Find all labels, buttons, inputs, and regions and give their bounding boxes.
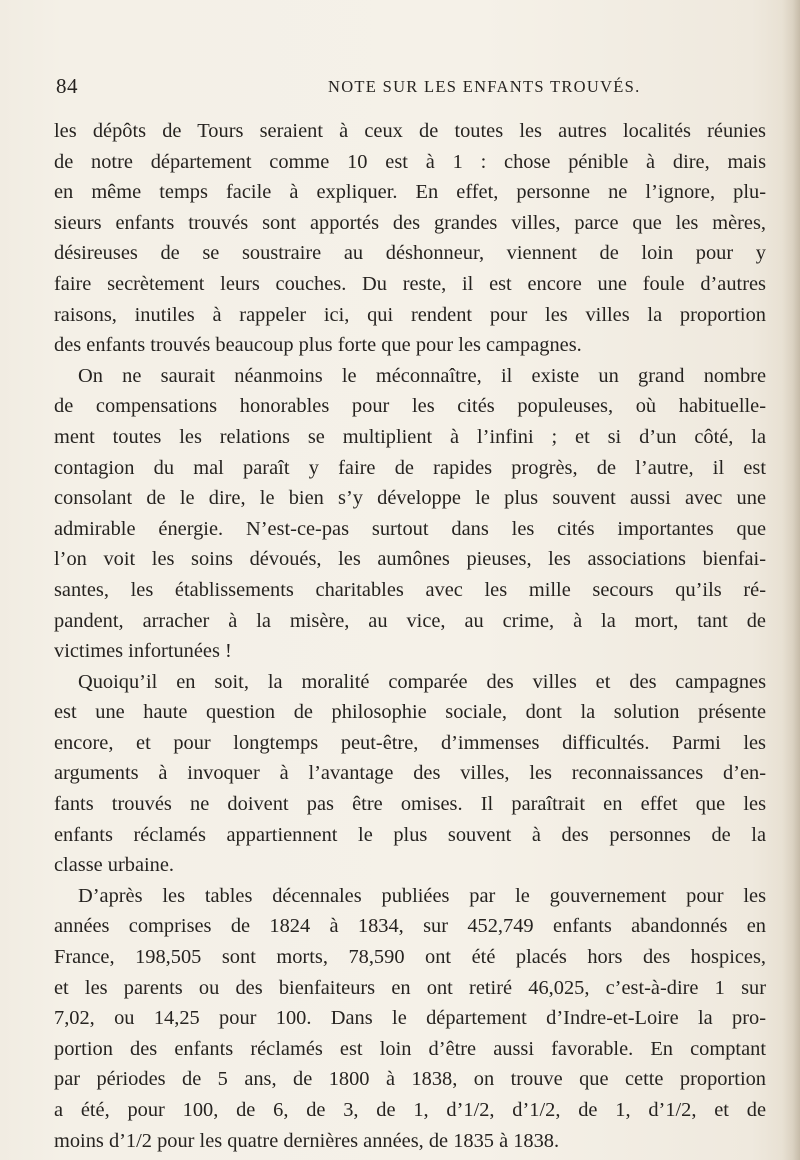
text-line: France, 198,505 sont morts, 78,590 ont été placés hors des hospices, [54,946,766,969]
text-line: pandent, arracher à la misère, au vice, au crime, à la mort, tant de [54,609,766,632]
text-line: a été, pour 100, de 6, de 3, de 1, d’1/2, d’1/2, de 1, d’1/2, et de [54,1099,766,1121]
text-line: années comprises de 1824 à 1834, sur 452,749 enfants abandonnés en [54,915,766,938]
text-line: l’on voit les soins dévoués, les aumônes pieuses, les associations bienfai- [54,548,766,571]
text-line: par périodes de 5 ans, de 1800 à 1838, on trouve que cette proportion [54,1068,766,1091]
running-head [56,74,756,98]
text-line: les dépôts de Tours seraient à ceux de toutes les autres localités réunies [54,120,766,142]
text-line: désireuses de se soustraire au déshonneur, viennent de loin pour y [54,242,766,265]
text-line: classe urbaine. [54,854,175,877]
text-line: faire secrètement leurs couches. Du reste, il est encore une foule d’autres [54,272,766,295]
text-line: et les parents ou des bienfaiteurs en ont retiré 46,025, c’est-à-dire 1 sur [54,976,766,999]
text-line: 7,02, ou 14,25 pour 100. Dans le département d’Indre-et-Loire la pro- [54,1007,766,1030]
text-line: D’après les tables décennales publiées par le gouvernement pour les [78,884,766,907]
text-line: santes, les établissements charitables avec les mille secours qu’ils ré- [54,578,766,601]
text-line: enfants réclamés appartiennent le plus souvent à des personnes de la [54,823,766,846]
text-line: de notre département comme 10 est à 1 : chose pénible à dire, mais [54,150,766,173]
text-line: des enfants trouvés beaucoup plus forte que pour les campagnes. [54,334,582,357]
text-line: fants trouvés ne doivent pas être omises. Il paraîtrait en effet que les [54,793,766,816]
text-line: Quoiqu’il en soit, la moralité comparée des villes et des campagnes [78,670,766,693]
text-line: ment toutes les relations se multiplient à l’infini ; et si d’un côté, la [54,425,766,448]
page-edge-shadow [782,0,800,1160]
text-line: encore, et pour longtemps peut-être, d’immenses difficultés. Parmi les [54,731,766,754]
body-text [54,116,766,1156]
running-title: NOTE SUR LES ENFANTS TROUVÉS. [328,77,641,96]
text-line: On ne saurait néanmoins le méconnaître, il existe un grand nombre [78,364,766,387]
text-line: moins d’1/2 pour les quatre dernières années, de 1835 à 1838. [54,1129,560,1152]
text-line: sieurs enfants trouvés sont apportés des grandes villes, parce que les mères, [54,211,766,234]
text-line: en même temps facile à expliquer. En effet, personne ne l’ignore, plu- [54,181,766,204]
text-line: arguments à invoquer à l’avantage des villes, les reconnaissances d’en- [54,762,766,785]
text-line: de compensations honorables pour les cités populeuses, où habituelle- [54,395,766,418]
text-line: est une haute question de philosophie sociale, dont la solution présente [54,701,766,724]
text-line: raisons, inutiles à rappeler ici, qui rendent pour les villes la proportion [54,303,766,326]
page-number: 84 [56,74,78,98]
text-line: portion des enfants réclamés est loin d’être aussi favorable. En comptant [54,1037,766,1060]
text-line: contagion du mal paraît y faire de rapides progrès, de l’autre, il est [54,456,766,479]
text-line: admirable énergie. N’est-ce-pas surtout dans les cités importantes que [54,517,766,540]
text-line: victimes infortunées ! [54,640,232,663]
text-line: consolant de le dire, le bien s’y développe le plus souvent aussi avec une [54,487,766,510]
